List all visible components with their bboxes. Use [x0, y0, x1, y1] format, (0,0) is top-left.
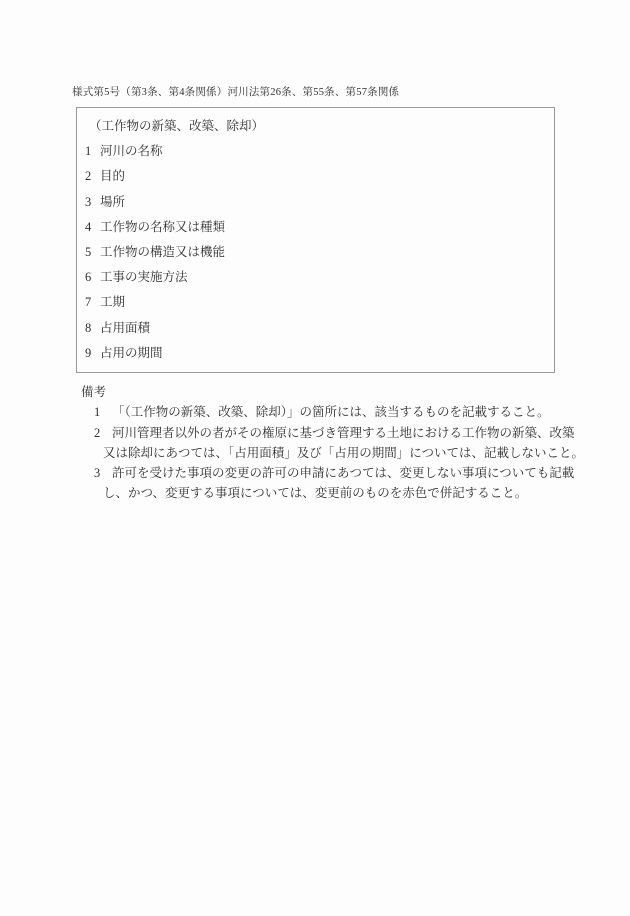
item-number: 3 — [85, 194, 92, 209]
item-number: 4 — [85, 219, 92, 234]
note-text: 河川管理者以外の者がその権原に基づき管理する土地における工作物の新築、改築 — [112, 425, 575, 440]
form-item-construction-method — [77, 265, 554, 290]
item-number: 1 — [85, 144, 92, 159]
remark-note-1 — [81, 402, 584, 422]
item-label: 占用面積 — [100, 320, 151, 335]
application-items-box — [76, 107, 555, 373]
item-label: 場所 — [100, 194, 126, 209]
remark-note-2-continuation: 又は除却にあつては、「占用面積」及び「占用の期間」については、記載しないこと。 — [103, 445, 585, 460]
item-label: 河川の名称 — [100, 144, 163, 159]
form-item-construction-period — [77, 290, 554, 315]
item-label: 工作物の名称又は種類 — [100, 219, 226, 234]
form-item-purpose — [77, 164, 554, 189]
note-text: 「（工作物の新築、改築、除却）」の箇所には、該当するものを記載すること。 — [112, 405, 550, 420]
form-item-river-name — [77, 139, 554, 164]
note-text: 許可を受けた事項の変更の許可の申請にあつては、変更しない事項についても記載 — [112, 466, 575, 481]
item-number: 9 — [85, 345, 92, 360]
remark-note-2 — [81, 423, 584, 443]
note-number: 1 — [94, 405, 101, 420]
remarks-heading: 備考 — [81, 385, 107, 399]
item-label: 工期 — [100, 295, 126, 310]
item-label: 目的 — [100, 169, 126, 184]
item-number: 2 — [85, 169, 92, 184]
remark-note-3-continuation: し、かつ、変更する事項については、変更前のものを赤色で併記すること。 — [103, 486, 528, 501]
item-label: 工事の実施方法 — [100, 270, 188, 285]
item-number: 6 — [85, 270, 92, 285]
item-number: 5 — [85, 244, 92, 259]
remarks-section — [81, 382, 584, 504]
item-label: 占用の期間 — [100, 345, 163, 360]
form-item-occupation-period — [77, 341, 554, 366]
item-label: 工作物の構造又は機能 — [100, 244, 226, 259]
form-item-structure-function — [77, 240, 554, 265]
item-number: 7 — [85, 295, 92, 310]
structure-work-type-header: （工作物の新築、改築、除却） — [89, 119, 265, 133]
note-number: 2 — [94, 425, 101, 440]
form-item-structure-name-type — [77, 215, 554, 240]
form-item-occupied-area — [77, 316, 554, 341]
item-number: 8 — [85, 320, 92, 335]
note-number: 3 — [94, 466, 101, 481]
form-title: 様式第5号（第3条、第4条関係）河川法第26条、第55条、第57条関係 — [72, 87, 400, 98]
remark-note-3 — [81, 463, 584, 483]
form-item-location — [77, 190, 554, 215]
